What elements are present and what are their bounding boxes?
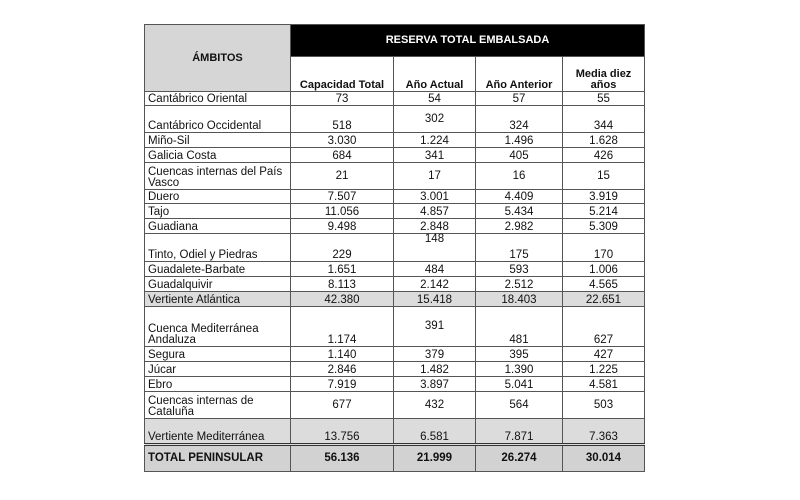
cell-anterior: 1.390 bbox=[476, 362, 563, 377]
cell-capacidad: 677 bbox=[291, 392, 394, 419]
cell-actual: 15.418 bbox=[394, 292, 476, 307]
cell-capacidad: 7.507 bbox=[291, 190, 394, 204]
table-row bbox=[145, 392, 645, 419]
col-header-capacidad: Capacidad Total bbox=[291, 57, 394, 92]
cell-anterior: 18.403 bbox=[476, 292, 563, 307]
row-name: Ebro bbox=[145, 377, 291, 392]
cell-anterior: 5.434 bbox=[476, 204, 563, 219]
subtotal-row bbox=[145, 419, 645, 445]
cell-media: 4.581 bbox=[563, 377, 645, 392]
cell-anterior: 405 bbox=[476, 148, 563, 163]
table-row bbox=[145, 148, 645, 163]
cell-anterior: 57 bbox=[476, 92, 563, 106]
cell-media: 1.225 bbox=[563, 362, 645, 377]
cell-media: 4.565 bbox=[563, 277, 645, 292]
row-name: Guadalete-Barbate bbox=[145, 262, 291, 277]
cell-capacidad: 229 bbox=[291, 234, 394, 262]
cell-media: 627 bbox=[563, 307, 645, 347]
cell-capacidad: 73 bbox=[291, 92, 394, 106]
cell-anterior: 1.496 bbox=[476, 133, 563, 148]
table-row bbox=[145, 307, 645, 347]
cell-media: 170 bbox=[563, 234, 645, 262]
cell-media: 426 bbox=[563, 148, 645, 163]
row-name: Cantábrico Oriental bbox=[145, 92, 291, 106]
table-row bbox=[145, 262, 645, 277]
cell-actual: 341 bbox=[394, 148, 476, 163]
table-row bbox=[145, 377, 645, 392]
row-name: Duero bbox=[145, 190, 291, 204]
cell-capacidad: 684 bbox=[291, 148, 394, 163]
cell-media: 5.309 bbox=[563, 219, 645, 234]
cell-capacidad: 21 bbox=[291, 163, 394, 190]
cell-capacidad: 7.919 bbox=[291, 377, 394, 392]
cell-anterior: 324 bbox=[476, 106, 563, 133]
row-name: Miño-Sil bbox=[145, 133, 291, 148]
cell-media: 3.919 bbox=[563, 190, 645, 204]
cell-actual: 148 bbox=[394, 234, 476, 262]
cell-anterior: 481 bbox=[476, 307, 563, 347]
row-name: Tajo bbox=[145, 204, 291, 219]
col-header-anterior: Año Anterior bbox=[476, 57, 563, 92]
col-header-media: Media diez años bbox=[563, 57, 645, 92]
row-name: Tinto, Odiel y Piedras bbox=[145, 234, 291, 262]
cell-anterior: 175 bbox=[476, 234, 563, 262]
cell-media: 30.014 bbox=[563, 445, 645, 472]
cell-media: 5.214 bbox=[563, 204, 645, 219]
row-name: Vertiente Atlántica bbox=[145, 292, 291, 307]
cell-actual: 1.482 bbox=[394, 362, 476, 377]
cell-capacidad: 8.113 bbox=[291, 277, 394, 292]
table-row bbox=[145, 133, 645, 148]
row-name: Cuencas internas del País Vasco bbox=[145, 163, 291, 190]
cell-anterior: 593 bbox=[476, 262, 563, 277]
cell-actual: 2.142 bbox=[394, 277, 476, 292]
table-row bbox=[145, 347, 645, 362]
row-name: Galicia Costa bbox=[145, 148, 291, 163]
table-row bbox=[145, 277, 645, 292]
cell-actual: 4.857 bbox=[394, 204, 476, 219]
cell-capacidad: 518 bbox=[291, 106, 394, 133]
cell-anterior: 5.041 bbox=[476, 377, 563, 392]
cell-actual: 54 bbox=[394, 92, 476, 106]
row-name: Cuenca Mediterránea Andaluza bbox=[145, 307, 291, 347]
group-header: RESERVA TOTAL EMBALSADA bbox=[291, 25, 645, 57]
cell-media: 344 bbox=[563, 106, 645, 133]
table-row bbox=[145, 106, 645, 133]
cell-capacidad: 42.380 bbox=[291, 292, 394, 307]
total-row bbox=[145, 445, 645, 472]
row-name: Segura bbox=[145, 347, 291, 362]
cell-actual: 3.897 bbox=[394, 377, 476, 392]
cell-anterior: 4.409 bbox=[476, 190, 563, 204]
cell-anterior: 26.274 bbox=[476, 445, 563, 472]
row-name: TOTAL PENINSULAR bbox=[145, 445, 291, 472]
table-row bbox=[145, 234, 645, 262]
cell-media: 15 bbox=[563, 163, 645, 190]
cell-actual: 17 bbox=[394, 163, 476, 190]
row-name: Guadalquivir bbox=[145, 277, 291, 292]
cell-anterior: 395 bbox=[476, 347, 563, 362]
cell-actual: 432 bbox=[394, 392, 476, 419]
cell-capacidad: 3.030 bbox=[291, 133, 394, 148]
cell-actual: 6.581 bbox=[394, 419, 476, 445]
ambitos-header: ÁMBITOS bbox=[145, 25, 291, 92]
row-name: Júcar bbox=[145, 362, 291, 377]
cell-actual: 1.224 bbox=[394, 133, 476, 148]
table-row bbox=[145, 204, 645, 219]
cell-capacidad: 11.056 bbox=[291, 204, 394, 219]
cell-actual: 21.999 bbox=[394, 445, 476, 472]
cell-capacidad: 13.756 bbox=[291, 419, 394, 445]
row-name: Cantábrico Occidental bbox=[145, 106, 291, 133]
table-row bbox=[145, 362, 645, 377]
cell-actual: 484 bbox=[394, 262, 476, 277]
cell-anterior: 2.512 bbox=[476, 277, 563, 292]
cell-media: 55 bbox=[563, 92, 645, 106]
cell-actual: 379 bbox=[394, 347, 476, 362]
cell-capacidad: 1.651 bbox=[291, 262, 394, 277]
cell-media: 503 bbox=[563, 392, 645, 419]
cell-media: 22.651 bbox=[563, 292, 645, 307]
table-row bbox=[145, 219, 645, 234]
cell-media: 427 bbox=[563, 347, 645, 362]
cell-actual: 3.001 bbox=[394, 190, 476, 204]
cell-media: 1.006 bbox=[563, 262, 645, 277]
cell-anterior: 2.982 bbox=[476, 219, 563, 234]
cell-capacidad: 1.140 bbox=[291, 347, 394, 362]
col-header-actual: Año Actual bbox=[394, 57, 476, 92]
row-name: Vertiente Mediterránea bbox=[145, 419, 291, 445]
cell-media: 7.363 bbox=[563, 419, 645, 445]
row-name: Guadiana bbox=[145, 219, 291, 234]
reserve-table bbox=[144, 24, 645, 472]
cell-actual: 2.848 bbox=[394, 219, 476, 234]
cell-media: 1.628 bbox=[563, 133, 645, 148]
cell-capacidad: 9.498 bbox=[291, 219, 394, 234]
table-row bbox=[145, 92, 645, 106]
row-name: Cuencas internas de Cataluña bbox=[145, 392, 291, 419]
subtotal-row bbox=[145, 292, 645, 307]
table-row bbox=[145, 190, 645, 204]
cell-capacidad: 2.846 bbox=[291, 362, 394, 377]
cell-anterior: 564 bbox=[476, 392, 563, 419]
cell-capacidad: 56.136 bbox=[291, 445, 394, 472]
cell-anterior: 7.871 bbox=[476, 419, 563, 445]
cell-anterior: 16 bbox=[476, 163, 563, 190]
cell-actual: 302 bbox=[394, 106, 476, 133]
cell-capacidad: 1.174 bbox=[291, 307, 394, 347]
cell-actual: 391 bbox=[394, 307, 476, 347]
table-row bbox=[145, 163, 645, 190]
